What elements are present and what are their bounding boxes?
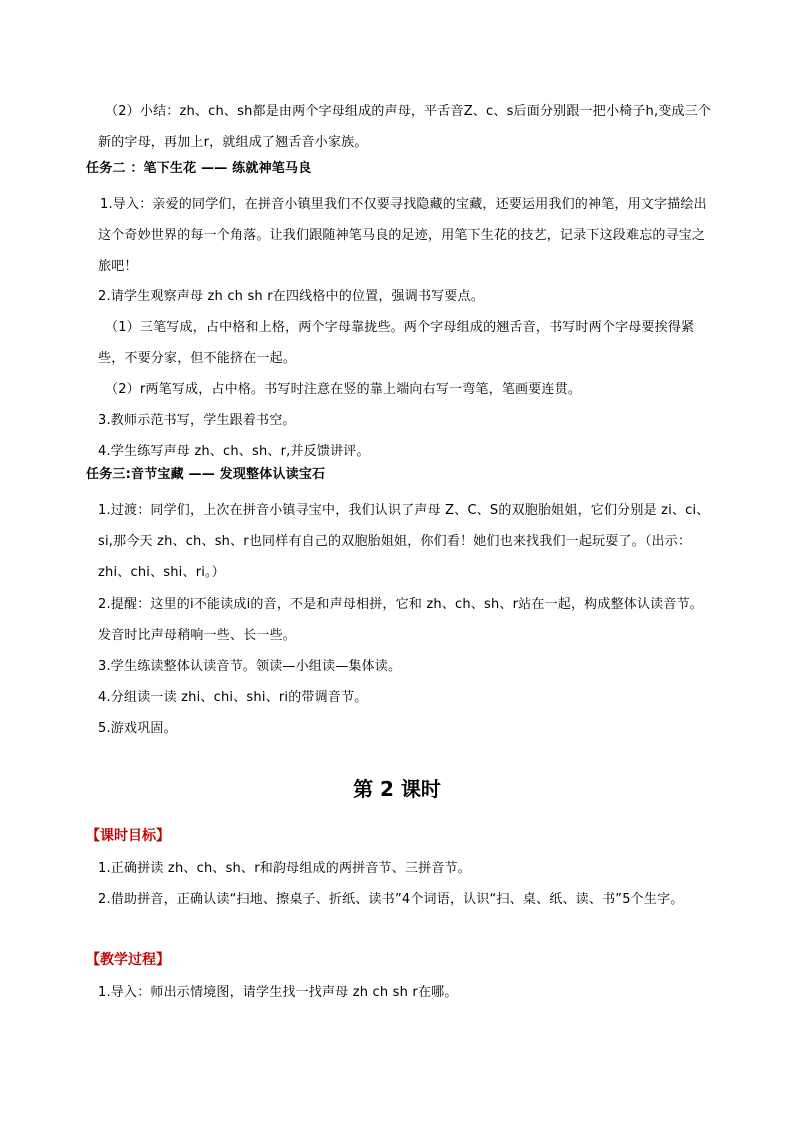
goal-item-2: 2.借助拼音，正确认读“扫地、擦桌子、折纸、读书”4个词语，认识“扫、桌、纸、读、书”5个生字。 <box>98 892 684 907</box>
task2-item-6: 4.学生练写声母 zh、ch、sh、r,并反馈讲评。 <box>98 444 370 459</box>
task3-item-1: 1.过渡：同学们，上次在拼音小镇寻宝中，我们认识了声母 Z、C、S的双胞胎姐姐，它们分别是 zi、ci、si,那今天 zh、ch、sh、r也同样有自己的双胞胎姐姐，你们看！她们也来找我们一起玩耍了。（出示：zhi、chi、shi、ri。） <box>98 503 710 580</box>
process-heading: 【教学过程】 <box>86 952 170 968</box>
task2-heading: 任务二 ：笔下生花 —— 练就神笔马良 <box>86 161 312 176</box>
task3-item-4: 4.分组读一读 zhi、chi、shi、ri的带调音节。 <box>98 690 368 705</box>
goal-item-1: 1.正确拼读 zh、ch、sh、r和韵母组成的两拼音节、三拼音节。 <box>98 861 471 876</box>
task3-item-2: 2.提醒：这里的i不能读成i的音，不是和声母相拼，它和 zh、ch、sh、r站在一起，构成整体认读音节。发音时比声母稍响一些、长一些。 <box>98 597 703 643</box>
task2-item-2: 2.请学生观察声母 zh ch sh r在四线格中的位置，强调书写要点。 <box>98 289 484 304</box>
task3-item-3: 3.学生练读整体认读音节。领读—小组读—集体读。 <box>98 659 402 674</box>
task2-item-3: （1）三笔写成，占中格和上格，两个字母靠拢些。两个字母组成的翘舌音，书写时两个字母要挨得紧些，不要分家，但不能挤在一起。 <box>98 320 695 366</box>
task2-item-1: 1.导入：亲爱的同学们，在拼音小镇里我们不仅要寻找隐藏的宝藏，还要运用我们的神笔，用文字描绘出这个奇妙世界的每一个角落。让我们跟随神笔马良的足迹，用笔下生花的技艺，记录下这段难忘的寻宝之旅吧！ <box>98 197 707 274</box>
task3-item-5: 5.游戏巩固。 <box>98 721 177 736</box>
task2-item-4: （2）r两笔写成，占中格。书写时注意在竖的靠上端向右写一弯笔，笔画要连贯。 <box>105 382 582 397</box>
process-item-1: 1.导入：师出示情境图，请学生找一找声母 zh ch sh r在哪。 <box>98 985 458 1000</box>
task3-heading: 任务三:音节宝藏 —— 发现整体认读宝石 <box>86 467 326 482</box>
summary-paragraph: （2）小结：zh、ch、sh都是由两个字母组成的声母，平舌音Z、c、s后面分别跟一把小椅子h,变成三个新的字母，再加上r，就组成了翘舌音小家族。 <box>98 104 712 150</box>
lesson2-title: 第 2 课时 <box>353 777 441 801</box>
goals-heading: 【课时目标】 <box>86 828 170 844</box>
task2-item-5: 3.教师示范书写，学生跟着书空。 <box>98 413 296 428</box>
